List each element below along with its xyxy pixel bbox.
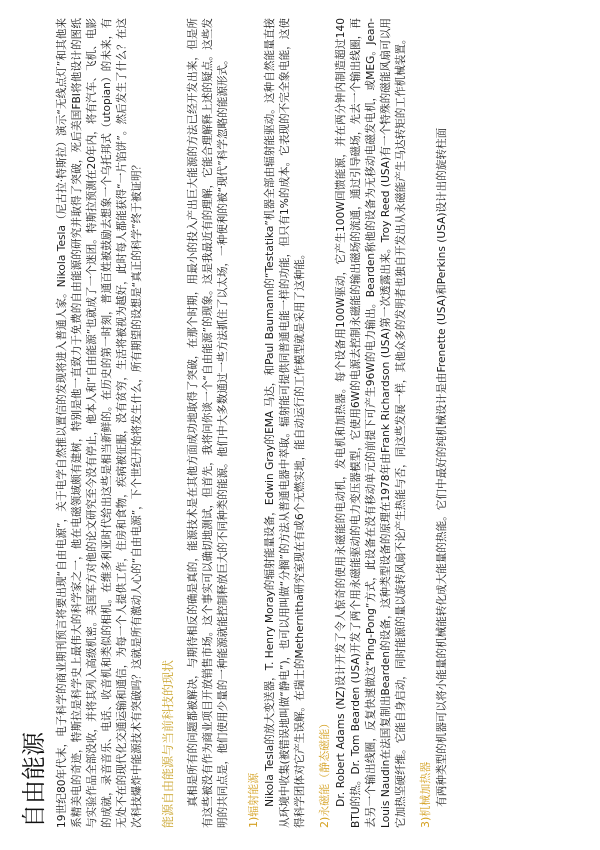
item2-body: Dr. Robert Adams (NZ)设计开发了令人惊奇的使用永磁能的电动机，发电机和加热器。每个设备用100W驱动，它产生100W回馈能源，并在两分钟内制造超过140 BTU的热。Dr. Tom Bearden (USA)开发了两个用永磁能驱动的电力变压器模型，它使用6W的电源去控制永磁能的输出磁场的流通，通过引导磁场，先去一个输出线圈，再去另一个输出线圈，反复快速做这“Ping-Pong”方式，此设备在没有移动单元的前提下可产生96W的电力输出。Bearden称他的设备为无移动电磁发电机，或MEG。Jean-Louis Naudin在法国复制出Bearden的设备，这种类型设备的原理在1978年由Frank Richardson (USA)第一次透露出来。Troy Reed (USA)有一个特殊的磁能风扇可以用它加热坚硬纤维。它能自身启动，同时能源的量以旋转风扇不论产生热能与否，同这些发展一样，其他众多的发明者也独自开发出从永磁能产生马达转矩的工作机械装置。	[335, 18, 407, 828]
item2-title: 2)永磁能（静态磁能）	[318, 717, 331, 828]
section-body: 真相是所有的问题都被解决，与期待相反的确是真的，能源技术是在其他方面成功地取得了突破，在那个时期，用最小的投入产出巨大能源的方法已经开发出来，但是所有这些被没有作为商业项目开放销售市场。这个事实可以确切地测试，但首先，我将问你谈一个“自由能源”的现象。这是我最近有的理解，它能合理解释上述的疑点。这些发明的共同点是，他们使用少量的一种能源就能控制释放巨大的不同种类的能源。他们中大多数通过一些方法抓住了以太场，一种便利的被“现代”科学忽略的能源形式。	[187, 18, 229, 828]
item3-body: 有两种类型的机器可以将小能量的机械能转化成大能量的热能。它们中最好的纯机械设计是由Frenette (USA)和Perkins (USA)设计出的旋转柱面	[436, 127, 448, 807]
item1-body: Nikola Tesla的放大变送器，T. Henry Moray的辐射能量设备，Edwin Gray的EMA 马达，和Paul Baumann的“Testatika”机器全部由辐射能驱动。这种自然能量直接从环境中收集(被错误地叫做“静电”)，也可以用叫做“分搁”的方法从普通电器中萃取。辐射能可提供同普通电能一样的功能，但只有1%的成本。它表现的不完全象电能，这使得科学团体对它产生误解。在瑞士的Methernitha研究室现在有或6个无燃实地，能自动运行的工作模型就是采用了这种能。	[264, 18, 306, 828]
intro-paragraph: 19世纪80年代末，电子科学的商业期刊预言将要出现“自由电源”，关于电学自然推以置信的发现将进入普通人家。Nikola Tesla（尼古拉·特斯拉）演示“无线点灯”和其他来系精美电的奇迹，特斯拉是科学史上最伟大的科学家之一，他在电磁领域颇有建树，特别是他一直致力于免费的自由能源的研究并取得了突破，死后美国FBI将他设计的图纸与实验作品全部没收，并将其列入高级机密。美国军方对他的论文研究至今没有停止，他本人和“自由能源”也就成了一个迷团。特斯拉预测在20年内，将有汽车、飞机、电影的成就，录音音乐、电话、收音机和类似的相机。在维多利亚时代给出这些是相当新鲜的。在历史的第一时刻，普通百姓被鼓励去想象一个乌托邦式（utopian）的未来，有无处不在的现代化交通运输和通信，为每一个人提供工作，住房和食物，疾病被征服，没有贫穷，生活将被视为越好，此时每人都能获得“一片馅饼”。然后发生了什么？在这次科技爆炸中能源技术有突破吗？这就是所有激动人心的“自由电源”，下个世纪开始将发生什么，所有期望的设想是“真正的科学”终于被证明？	[56, 18, 143, 828]
section-heading: 能源自由能源与当前科技的现状	[161, 659, 175, 828]
item3-title: 3)机械加热器	[419, 761, 432, 828]
page-title: 自由能源	[20, 732, 48, 828]
item1-title: 1)辐射能源	[247, 772, 260, 828]
